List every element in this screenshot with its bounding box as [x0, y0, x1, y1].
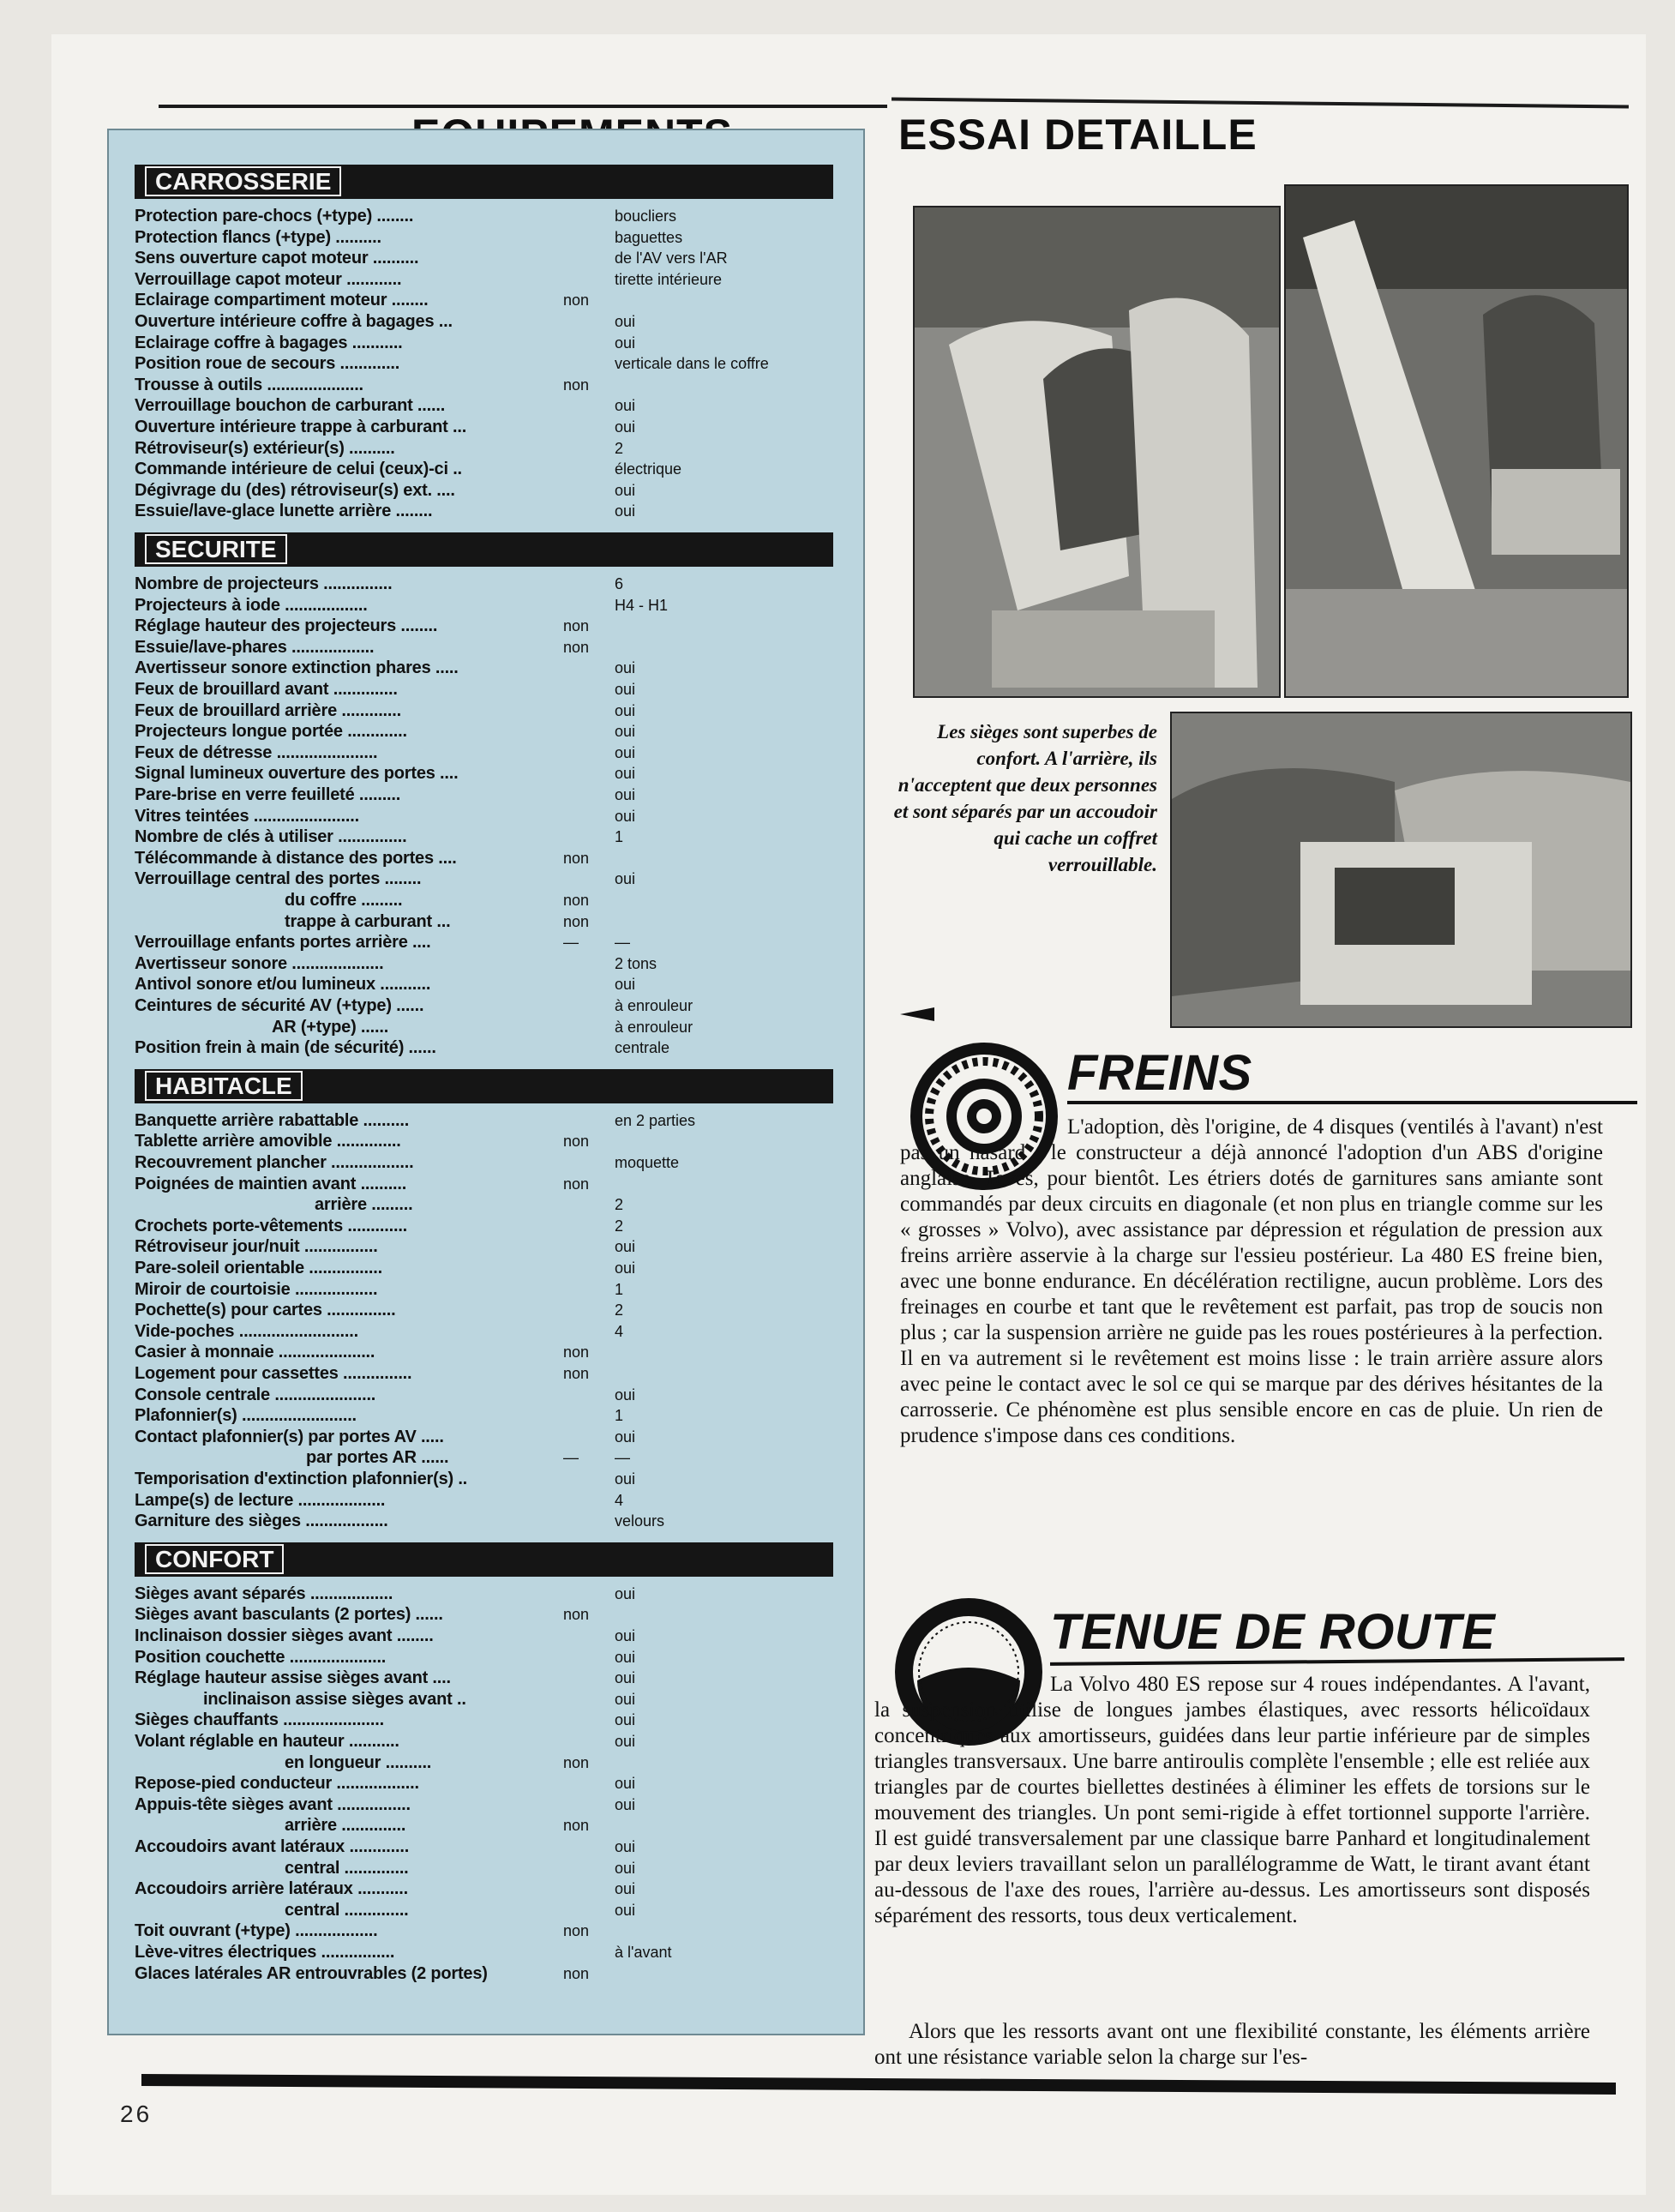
equipment-row: [135, 848, 838, 869]
equipment-row: [135, 826, 838, 848]
equipment-row: [135, 995, 838, 1017]
equipment-row: [135, 290, 838, 311]
equipment-row: [135, 721, 838, 742]
equipment-label: arrière ..............: [285, 1816, 406, 1836]
section-header-confort: [135, 1542, 833, 1577]
equipment-value-yes: oui: [615, 1386, 636, 1404]
equipment-value-yes: 2: [615, 1217, 624, 1235]
equipment-value-yes: oui: [615, 1470, 636, 1488]
equipment-value-yes: oui: [615, 1627, 636, 1644]
equipment-label: Dégivrage du (des) rétroviseur(s) ext. ....: [135, 480, 455, 500]
equipment-row: [135, 480, 838, 502]
equipment-label: Logement pour cassettes ...............: [135, 1364, 412, 1383]
equipment-row: [135, 1152, 838, 1174]
equipment-row: [135, 417, 838, 438]
equipment-row: [135, 1385, 838, 1406]
equipment-value-yes: électrique: [615, 460, 682, 478]
equipment-value-no: non: [563, 1365, 590, 1382]
section-title: HABITACLE: [145, 1071, 303, 1101]
equipment-row: [135, 1258, 838, 1279]
equipment-row: [135, 1342, 838, 1363]
equipment-value-no: non: [563, 292, 590, 310]
equipment-value-yes: oui: [615, 1690, 636, 1708]
equipment-row: [135, 953, 838, 975]
bottom-decorative-bar: [141, 2071, 1616, 2095]
equipment-row: [135, 700, 838, 722]
equipment-row: [135, 1131, 838, 1152]
equipment-value-yes: oui: [615, 1733, 636, 1750]
section-title: CARROSSERIE: [145, 166, 341, 196]
equipment-label: Rétroviseur jour/nuit ................: [135, 1237, 378, 1257]
equipment-row: [135, 1279, 838, 1301]
equipment-value-yes: 2: [615, 1301, 624, 1319]
equipment-value-yes: oui: [615, 786, 636, 803]
equipment-label: Position frein à main (de sécurité) ......: [135, 1038, 436, 1058]
equipment-value-no: non: [563, 1606, 590, 1624]
equipment-label: par portes AR ......: [306, 1448, 449, 1468]
equipment-label: Garniture des sièges ..................: [135, 1512, 388, 1531]
equipment-row: [203, 1689, 906, 1710]
equipment-value-yes: oui: [615, 1901, 636, 1919]
equipment-value-no: non: [563, 1175, 590, 1193]
section-header-securite: [135, 532, 833, 567]
equipment-value-no: non: [563, 1753, 590, 1771]
equipment-label: Tablette arrière amovible ..............: [135, 1132, 401, 1151]
equipment-label: Inclinaison dossier sièges avant ........: [135, 1626, 434, 1645]
section-title: CONFORT: [145, 1544, 284, 1574]
equipment-row: [135, 932, 838, 953]
equipment-label: Crochets porte-vêtements .............: [135, 1216, 408, 1235]
equipment-row: [135, 784, 838, 806]
equipment-value-yes: oui: [615, 1795, 636, 1813]
equipment-value-yes: oui: [615, 870, 636, 888]
equipment-row: [135, 1236, 838, 1258]
equipment-label: Ouverture intérieure trappe à carburant ...: [135, 418, 467, 436]
equipment-row: [135, 1405, 838, 1427]
equipment-row: [135, 1511, 838, 1532]
tenue-text-continued: Alors que les ressorts avant ont une flexibilité constante, les éléments arrière ont une résistance variable selon la charge sur l'es-: [874, 2020, 1590, 2069]
photo-front-seat: [913, 206, 1281, 698]
equipment-row: [135, 658, 838, 679]
equipment-label: Antivol sonore et/ou lumineux ...........: [135, 975, 431, 995]
equipment-row: [135, 974, 838, 995]
equipment-value-no: non: [563, 912, 590, 930]
equipment-value-no: non: [563, 638, 590, 656]
equipment-row: [135, 206, 838, 227]
equipment-row: [285, 890, 988, 911]
equipment-value-no: —: [563, 1449, 579, 1467]
equipment-value-yes: 2: [615, 1196, 624, 1214]
equipment-row: [135, 459, 838, 480]
equipment-label: trappe à carburant ...: [285, 911, 451, 931]
equipment-label: Accoudoirs arrière latéraux ...........: [135, 1879, 408, 1899]
equipment-value-yes: oui: [615, 681, 636, 698]
equipment-label: Rétroviseur(s) extérieur(s) ..........: [135, 438, 395, 458]
equipment-label: Repose-pied conducteur ..................: [135, 1774, 419, 1794]
equipment-value-yes: 1: [615, 1407, 624, 1425]
equipment-row: [135, 1836, 838, 1858]
equipment-value-yes: oui: [615, 701, 636, 719]
equipment-value-no: non: [563, 1964, 590, 1982]
page-number: 26: [120, 2101, 153, 2127]
equipment-value-yes: 6: [615, 575, 624, 592]
equipment-row: [135, 637, 838, 658]
equipment-label: Contact plafonnier(s) par portes AV .....: [135, 1427, 444, 1446]
equipment-value-yes: oui: [615, 1648, 636, 1666]
equipment-label: Commande intérieure de celui (ceux)-ci ..: [135, 460, 462, 479]
equipment-row: [135, 1963, 838, 1985]
equipment-panel: [107, 129, 865, 2035]
equipment-label: Feux de brouillard avant ..............: [135, 680, 398, 699]
equipment-row: [135, 1300, 838, 1321]
equipment-row: [135, 806, 838, 827]
equipment-label: AR (+type) ......: [272, 1017, 389, 1037]
equipment-row: [135, 1110, 838, 1132]
equipment-value-yes: centrale: [615, 1039, 670, 1057]
equipment-row: [272, 1017, 975, 1038]
equipment-label: Sièges chauffants ......................: [135, 1710, 384, 1730]
equipment-row: [135, 1878, 838, 1900]
equipment-value-yes: oui: [615, 418, 636, 436]
equipment-label: Essuie/lave-glace lunette arrière ........: [135, 502, 433, 521]
equipment-row: [135, 1174, 838, 1195]
equipment-label: Verrouillage bouchon de carburant ......: [135, 396, 446, 416]
equipment-label: Feux de détresse ......................: [135, 742, 378, 762]
equipment-value-yes: oui: [615, 313, 636, 330]
equipment-row: [135, 1794, 838, 1816]
equipment-value-yes: à enrouleur: [615, 1018, 693, 1036]
equipment-label: Télécommande à distance des portes ....: [135, 848, 457, 868]
equipment-label: Protection pare-chocs (+type) ........: [135, 207, 414, 225]
equipment-row: [135, 1363, 838, 1385]
equipment-label: Nombre de projecteurs ...............: [135, 574, 393, 593]
equipment-value-yes: oui: [615, 1259, 636, 1277]
equipment-label: Recouvrement plancher ..................: [135, 1153, 414, 1172]
equipment-row: [135, 311, 838, 333]
equipment-label: Lampe(s) de lecture ...................: [135, 1490, 386, 1510]
equipment-row: [135, 438, 838, 460]
equipment-row: [285, 911, 988, 933]
equipment-row: [135, 763, 838, 784]
section-header-carrosserie: [135, 165, 833, 199]
equipment-value-yes: oui: [615, 659, 636, 677]
photo-rear-armrest: [1170, 712, 1632, 1028]
equipment-label: Position roue de secours .............: [135, 354, 400, 374]
section-title: SECURITE: [145, 534, 287, 564]
equipment-value-yes: tirette intérieure: [615, 270, 723, 288]
equipment-row: [135, 616, 838, 637]
equipment-label: Glaces latérales AR entrouvrables (2 portes): [135, 1963, 488, 1983]
equipment-row: [135, 742, 838, 764]
equipment-row: [135, 227, 838, 249]
tenue-title: TENUE DE ROUTE: [1050, 1604, 1496, 1660]
equipment-value-yes: baguettes: [615, 228, 683, 246]
equipment-value-no: non: [563, 1922, 590, 1940]
equipment-label: Eclairage compartiment moteur ........: [135, 291, 429, 310]
equipment-row: [135, 353, 838, 375]
equipment-row: [135, 1427, 838, 1448]
equipment-label: Verrouillage capot moteur ............: [135, 269, 402, 289]
equipment-row: [135, 1773, 838, 1794]
equipment-value-yes: oui: [615, 807, 636, 825]
section-header-habitacle: [135, 1069, 833, 1103]
equipment-label: Plafonnier(s) .........................: [135, 1406, 357, 1426]
photo-caption: Les sièges sont superbes de confort. A l'arrière, ils n'acceptent que deux personnes et sont séparés par un accoudoir qui cache un coffret verrouillable.: [893, 721, 1157, 875]
equipment-value-yes: oui: [615, 502, 636, 520]
equipment-value-yes: oui: [615, 397, 636, 415]
equipment-label: Verrouillage central des portes ........: [135, 869, 422, 889]
equipment-label: Pochette(s) pour cartes ...............: [135, 1301, 396, 1320]
equipment-row: [135, 1321, 838, 1343]
equipment-value-yes: oui: [615, 1238, 636, 1256]
equipment-value-yes: oui: [615, 743, 636, 761]
equipment-label: Protection flancs (+type) ..........: [135, 227, 381, 247]
equipment-value-yes: oui: [615, 1880, 636, 1898]
equipment-label: Projecteurs longue portée .............: [135, 722, 407, 742]
equipment-value-yes: oui: [615, 334, 636, 352]
freins-text: L'adoption, dès l'origine, de 4 disques (ventilés à l'avant) n'est pas un hasard : le constructeur a déjà annoncé l'adoption d'un ABS d'origine anglaise, Teves, pour bientôt. Les étriers dotés de garnitures sans amiante sont commandés par deux circuits en diagonale (et non plus en triangle comme sur les « grosses » Volvo), avec assistance par dépression et régulation de pression aux freins arrière asservie à la charge sur l'essieu postérieur. La 480 ES freine bien, avec une bonne endurance. En décélération rectiligne, aucun problème. Lors des freinages en courbe et tant que le revêtement est parfait, pas trop de soucis non plus ; car la suspension arrière ne guide pas les roues postérieures à la perfection. Il en va autrement si le revêtement est moins lisse : le train arrière assure alors avec peine le contact avec le sol ce qui se marque par des dérives hésitantes de la carrosserie. Ce phénomène est plus sensible encore en cas de pluie. Un rien de prudence s'impose dans ces conditions.: [900, 1115, 1603, 1447]
equipment-label: Avertisseur sonore ....................: [135, 953, 384, 973]
equipment-row: [135, 679, 838, 700]
equipment-label: Eclairage coffre à bagages ...........: [135, 333, 403, 352]
equipment-value-yes: oui: [615, 1428, 636, 1446]
equipment-label: central ..............: [285, 1900, 409, 1920]
equipment-value-no: non: [563, 617, 590, 635]
equipment-label: du coffre .........: [285, 891, 403, 910]
equipment-row: [135, 248, 838, 269]
equipment-row: [135, 1604, 838, 1626]
equipment-label: Nombre de clés à utiliser ...............: [135, 827, 407, 847]
equipment-row: [135, 1731, 838, 1752]
equipment-value-no: non: [563, 1133, 590, 1151]
equipment-row: [135, 1626, 838, 1647]
equipment-row: [135, 1710, 838, 1731]
equipment-label: Casier à monnaie .....................: [135, 1343, 375, 1362]
equipment-value-yes: 2 tons: [615, 954, 657, 972]
equipment-row: [135, 1490, 838, 1512]
equipment-row: [135, 574, 838, 595]
equipment-label: Essuie/lave-phares ..................: [135, 637, 375, 657]
equipment-label: Ouverture intérieure coffre à bagages ...: [135, 312, 453, 331]
equipment-label: Vide-poches ..........................: [135, 1321, 358, 1341]
equipment-row: [135, 1668, 838, 1689]
equipment-row: [135, 869, 838, 890]
equipment-label: Miroir de courtoisie ..................: [135, 1279, 378, 1299]
equipment-row: [135, 333, 838, 354]
equipment-row: [306, 1447, 1009, 1469]
equipment-value-yes: oui: [615, 481, 636, 499]
equipment-row: [135, 1647, 838, 1668]
header-essai-detaille: ESSAI DETAILLE: [898, 111, 1258, 159]
tenue-text: La Volvo 480 ES repose sur 4 roues indépendantes. A l'avant, la suspension utilise de longues jambes élastiques, avec ressorts hélicoïdaux concentriques aux amortisseurs, guidées dans leur partie inférieure par de simples triangles transversaux. Une barre antiroulis complète l'ensemble ; elle est reliée aux triangles par de courtes biellettes destinées à éliminer les effets de torsions sur le mouvement des triangles. Un pont semi-rigide à effet tortionnel supporte l'arrière. Il est guidé transversalement par une classique barre Panhard et longitudinalement par deux leviers travaillant selon un parallélogramme de Watt, le tirant avant étant au-dessous de l'axe des roues, l'arrière au-dessus. Les amortisseurs sont disposés séparément des ressorts, tous deux verticalement.: [874, 1673, 1590, 1927]
equipment-label: Pare-brise en verre feuilleté .........: [135, 785, 401, 804]
equipment-value-yes: oui: [615, 1711, 636, 1729]
equipment-label: Position couchette .....................: [135, 1647, 387, 1667]
equipment-value-yes: à enrouleur: [615, 997, 693, 1014]
equipment-label: Temporisation d'extinction plafonnier(s) ..: [135, 1470, 468, 1488]
equipment-label: Trousse à outils .....................: [135, 375, 363, 394]
equipment-label: Sièges avant basculants (2 portes) ......: [135, 1605, 443, 1625]
equipment-label: Sens ouverture capot moteur ..........: [135, 249, 419, 268]
equipment-label: Console centrale ......................: [135, 1385, 376, 1404]
equipment-label: Réglage hauteur des projecteurs ........: [135, 616, 438, 636]
equipment-value-no: non: [563, 376, 590, 394]
equipment-label: Accoudoirs avant latéraux .............: [135, 1837, 410, 1856]
equipment-value-no: non: [563, 849, 590, 867]
equipment-value-yes: boucliers: [615, 207, 677, 225]
equipment-label: Réglage hauteur assise sièges avant ....: [135, 1668, 451, 1688]
equipment-value-yes: oui: [615, 765, 636, 783]
equipment-label: inclinaison assise sièges avant ..: [203, 1689, 466, 1709]
equipment-label: Signal lumineux ouverture des portes ....: [135, 764, 459, 784]
equipment-label: Volant réglable en hauteur ...........: [135, 1732, 399, 1751]
equipment-value-yes: 4: [615, 1322, 624, 1340]
equipment-row: [135, 1037, 838, 1059]
freins-title: FREINS: [1067, 1045, 1252, 1101]
equipment-label: Banquette arrière rabattable ..........: [135, 1110, 410, 1130]
equipment-row: [135, 1942, 838, 1963]
equipment-label: Lève-vitres électriques ................: [135, 1943, 395, 1962]
equipment-value-yes: —: [615, 1449, 630, 1467]
freins-title-rule: [1067, 1101, 1637, 1104]
photo-rear-seat-tilted: [1284, 184, 1629, 698]
equipment-label: Appuis-tête sièges avant ................: [135, 1794, 411, 1814]
equipment-value-yes: de l'AV vers l'AR: [615, 249, 728, 267]
equipment-label: arrière .........: [315, 1195, 413, 1215]
equipment-row: [135, 501, 838, 522]
arrow-marker-icon: [900, 1007, 934, 1021]
equipment-row: [135, 1469, 838, 1490]
equipment-value-yes: H4 - H1: [615, 596, 669, 614]
equipment-value-yes: moquette: [615, 1154, 680, 1171]
equipment-value-yes: oui: [615, 1775, 636, 1793]
equipment-row: [135, 1920, 838, 1942]
equipment-label: Sièges avant séparés ..................: [135, 1584, 393, 1603]
equipment-value-no: non: [563, 1817, 590, 1835]
equipment-row: [135, 375, 838, 396]
equipment-value-no: non: [563, 1343, 590, 1361]
equipment-value-yes: 2: [615, 439, 624, 457]
equipment-value-yes: oui: [615, 1838, 636, 1855]
equipment-row: [135, 269, 838, 291]
equipment-label: Vitres teintées .......................: [135, 806, 359, 826]
equipment-value-yes: oui: [615, 1584, 636, 1602]
equipment-label: en longueur ..........: [285, 1752, 432, 1772]
equipment-value-yes: —: [615, 934, 630, 952]
equipment-value-yes: 1: [615, 1280, 624, 1298]
top-rule-left: [159, 105, 887, 108]
equipment-label: Feux de brouillard arrière .............: [135, 700, 401, 720]
equipment-row: [135, 395, 838, 417]
equipment-label: Projecteurs à iode ..................: [135, 595, 368, 615]
equipment-label: Ceintures de sécurité AV (+type) ......: [135, 996, 424, 1015]
equipment-value-yes: 1: [615, 828, 624, 846]
equipment-row: [135, 595, 838, 616]
equipment-label: Verrouillage enfants portes arrière ....: [135, 933, 431, 953]
equipment-label: central ..............: [285, 1858, 409, 1878]
equipment-value-yes: en 2 parties: [615, 1111, 696, 1129]
equipment-label: Poignées de maintien avant ..........: [135, 1174, 407, 1193]
equipment-value-yes: oui: [615, 1859, 636, 1877]
equipment-value-yes: oui: [615, 1669, 636, 1687]
equipment-value-yes: velours: [615, 1512, 665, 1530]
equipment-row: [135, 1216, 838, 1237]
equipment-value-yes: verticale dans le coffre: [615, 355, 769, 373]
equipment-label: Avertisseur sonore extinction phares .....: [135, 658, 459, 678]
equipment-label: Toit ouvrant (+type) ..................: [135, 1921, 378, 1941]
equipment-value-no: non: [563, 892, 590, 909]
equipment-value-yes: oui: [615, 723, 636, 741]
equipment-value-yes: à l'avant: [615, 1944, 672, 1961]
equipment-label: Pare-soleil orientable ................: [135, 1259, 382, 1277]
equipment-value-no: —: [563, 934, 579, 952]
equipment-value-yes: oui: [615, 976, 636, 994]
equipment-row: [135, 1584, 838, 1605]
equipment-value-yes: 4: [615, 1491, 624, 1509]
